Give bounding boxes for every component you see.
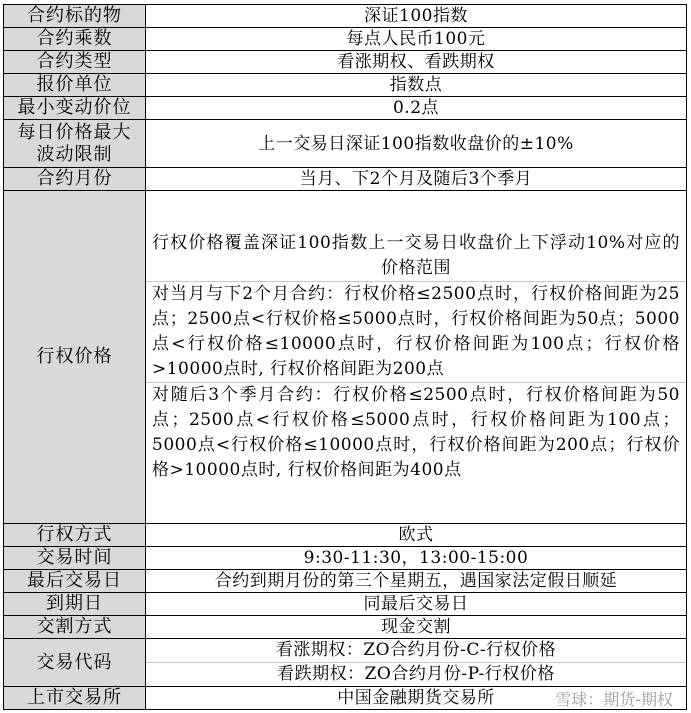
row-label: 合约乘数	[4, 28, 146, 51]
strike-interval-near-months-text: 对当月与下2个月合约：行权价格≤2500点时，行权价格间距为25点；2500点<行权价格≤5000点时，行权价格间距为50点；5000点<行权价格≤10000点时，行权价格间距为100点；行权价格>10000点时, 行权价格间距为200点	[146, 281, 686, 382]
row-label: 最小变动价位	[4, 97, 146, 120]
row-value: 同最后交易日	[146, 593, 687, 616]
table-row	[4, 524, 687, 547]
call-option-code-text: 看涨期权：ZO合约月份-C-行权价格	[275, 640, 557, 660]
row-label: 最后交易日	[4, 570, 146, 593]
table-row	[4, 51, 687, 74]
row-label-line: 波动限制	[36, 143, 113, 165]
table-row	[4, 120, 687, 168]
row-label: 交易时间	[4, 547, 146, 570]
row-value: 上一交易日深证100指数收盘价的±10%	[146, 120, 687, 168]
table-row	[4, 570, 687, 593]
table-row	[4, 168, 687, 191]
option-contract-spec-table	[3, 4, 687, 710]
row-label: 交割方式	[4, 616, 146, 639]
row-value: 现金交割	[146, 616, 687, 639]
row-value	[146, 639, 687, 687]
row-label-line: 每日价格最大	[17, 121, 132, 143]
row-label	[4, 120, 146, 168]
table-row	[4, 191, 687, 524]
row-value: 看涨期权、看跌期权	[146, 51, 687, 74]
table-row	[4, 593, 687, 616]
table-row	[4, 97, 687, 120]
strike-price-range-text: 行权价格覆盖深证100指数上一交易日收盘价上下浮动10%对应的价格范围	[152, 233, 680, 278]
row-label: 报价单位	[4, 74, 146, 97]
row-label: 上市交易所	[4, 687, 146, 710]
row-value: 指数点	[146, 74, 687, 97]
row-value: 深证100指数	[146, 5, 687, 28]
row-value: 每点人民币100元	[146, 28, 687, 51]
row-value: 欧式	[146, 524, 687, 547]
row-label: 行权价格	[4, 191, 146, 524]
strike-interval-quarterly-text: 对随后3个季月合约：行权价格≤2500点时，行权价格间距为50点；2500点<行权价格≤5000点时，行权价格间距为100点；5000点<行权价格≤10000点时，行权价格间距为200点；行权价格>10000点时, 行权价格间距为400点	[146, 382, 686, 483]
row-label: 交易代码	[4, 639, 146, 687]
row-value: 合约到期月份的第三个星期五，遇国家法定假日顺延	[146, 570, 687, 593]
row-value	[146, 191, 687, 524]
table-row	[4, 5, 687, 28]
table-row	[4, 28, 687, 51]
row-value: 中国金融期货交易所	[146, 687, 687, 710]
row-value: 9:30-11:30，13:00-15:00	[146, 547, 687, 570]
row-label: 合约月份	[4, 168, 146, 191]
row-label: 到期日	[4, 593, 146, 616]
table-row	[4, 547, 687, 570]
row-value: 当月、下2个月及随后3个季月	[146, 168, 687, 191]
row-label: 合约类型	[4, 51, 146, 74]
table-row	[4, 74, 687, 97]
row-value: 0.2点	[146, 97, 687, 120]
row-label: 行权方式	[4, 524, 146, 547]
put-option-code-text: 看跌期权：ZO合约月份-P-行权价格	[146, 662, 686, 686]
table-row	[4, 639, 687, 687]
watermark: 雪球：期货-期权	[555, 690, 673, 709]
row-label: 合约标的物	[4, 5, 146, 28]
table-row	[4, 616, 687, 639]
